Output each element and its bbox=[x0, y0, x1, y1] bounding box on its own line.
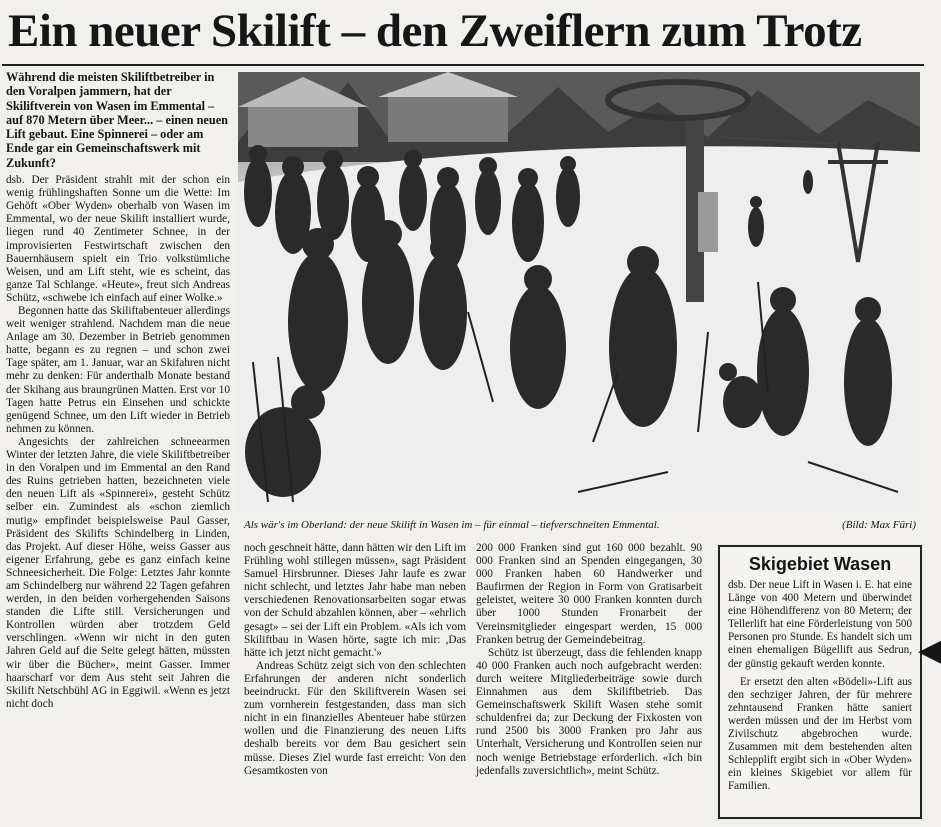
info-box-skigebiet bbox=[718, 545, 922, 819]
headline-rule bbox=[2, 64, 924, 66]
info-box-paragraph: Er ersetzt den alten «Bödeli»-Lift aus den sechziger Jahren, der für mehrere zehntausend Franken hätte saniert werden müssen und der im Herbst vom Zivilschutz abgebrochen wurde. Zusammen mit dem bestehenden alten Schlepplift ergibt sich in «Ober Wyden» ein kleines Skigebiet vor allem für Familien. bbox=[728, 675, 912, 793]
caption-text: Als wär's im Oberland: der neue Skilift in Wasen im – für einmal – tiefverschneiten Emmental. bbox=[244, 519, 660, 531]
info-box-title: Skigebiet Wasen bbox=[748, 554, 892, 574]
info-box-paragraph: dsb. Der neue Lift in Wasen i. E. hat eine Länge von 400 Metern und überwindet eine Höhendifferenz von 80 Metern; der Tellerlift hat eine Förderleistung von 500 Personen pro Stunde. Es handelt sich um einen ehemaligen Bügellift aus Sedrun, der günstig gekauft werden konnte. bbox=[728, 579, 912, 670]
photo-illustration bbox=[238, 72, 920, 512]
lead-paragraph: Während die meisten Skiliftbetreiber in den Voralpen jammern, hat der Skiliftverein von Wasen im Emmental – auf 870 Metern über Meer... – einen neuen Lift gebaut. Eine Spinnerei – oder am Ende gar ein Gemeinschaftswerk mit Zukunft? bbox=[6, 70, 228, 170]
pen-mark-arrow-icon: ◀ bbox=[918, 634, 941, 667]
body-paragraph: 200 000 Franken sind gut 160 000 bezahlt. 90 000 Franken sind an Spenden eingegangen, 30 000 Franken haben 60 Handwerker und Baufirmen der Region in Form von Gratisarbeit geleistet, weitere 30 000 Franken konnten durch über 1000 Stunden Fronarbeit der Vereinsmitglieder eingespart werden, 15 000 Franken betrug der Gemeindebeitrag. bbox=[476, 542, 702, 646]
column-2 bbox=[244, 542, 466, 822]
body-paragraph: Andreas Schütz zeigt sich von den schlechten Erfahrungen der anderen nicht sonderlich beeindruckt. Für den Skiliftverein Wasen sei zum vornherein festgestanden, dass man sich nicht in ein finanzielles Abenteuer habe stürzen wollen und die Finanzierung des neuen Lifts deshalb bereits vor dem Bau gesichert sein müsse. Dieses Ziel wurde fast erreicht: Von den Gesamtkosten von bbox=[244, 659, 466, 777]
body-paragraph: Angesichts der zahlreichen schneearmen Winter der letzten Jahre, die viele Skiliftbetreiber in den Voralpen und im Emmental an den Rand des Ruins getrieben hatten, bezeichneten viele den neuen Lift als «Spinnerei», gesteht Schütz selber ein. Zumindest als «schon ziemlich mutig» empfindet beispielsweise Paul Gasser, Präsident des Skilifts Schindelberg in Linden, das Projekt. Auf dieser Höhe, weiss Gasser aus eigener Erfahrung, gebe es ganz einfach keine Schneesicherheit. Die Folge: Letztes Jahr konnte am Schindelberg nur während 22 Tagen gefahren werden, in den beiden vorhergehenden Saisons standen die Lifte still. Versicherungen und Kontrollen würden aber trotzdem Geld verschlingen. «Wenn wir nicht in den guten Jahren Geld auf die Seite gelegt hätten, müssten wir über die Bücher», meint Gasser. Immer haarscharf vor dem Aus steht seit Jahren die Skilift Netschbühl AG in Eggiwil. «Wenn es jetzt nicht doch bbox=[6, 435, 230, 710]
info-box-text bbox=[720, 579, 920, 794]
body-paragraph: noch geschneit hätte, dann hätten wir den Lift im Frühling wohl stillegen müssen», sagt Präsident Samuel Hirsbrunner. Dieses Jahr laufe es zwar nicht schlecht, und letztes Jahr habe man neben verschiedenen Renovationsarbeiten sogar etwas von der Schuld abzahlen können, aber – «ehrlich gesagt» – sei der Lift ein Problem. «Als ich vom Skiliftbau in Wasen hörte, sagte ich mir: ,Das hätte ich jetzt nicht gemacht.'» bbox=[244, 542, 466, 659]
column-1 bbox=[6, 70, 230, 822]
photo-credit: (Bild: Max Füri) bbox=[842, 519, 916, 531]
body-paragraph: dsb. Der Präsident strahlt mit der schon ein wenig frühlingshaften Sonne um die Wette: Im Gehöft «Ober Wyden» oberhalb von Wasen im Emmental, wo der neue Skilift installiert wurde, liegen rund 40 Zentimeter Schnee, in der improvisierten Festwirtschaft zwischen den Bauernhäusern spielt ein Trio volkstümliche Weisen, und am Lift steht, wie es scheint, das ganze Tal Schlange. «Heute», freut sich Andreas Schütz, «schwebe ich einfach auf einer Wolke.» bbox=[6, 174, 230, 304]
body-paragraph: Schütz ist überzeugt, dass die fehlenden knapp 40 000 Franken auch noch aufgebracht werden: durch weitere Mitgliederbeiträge sowie durch Einnahmen aus dem Skiliftbetrieb. Das Gemeinschaftswerk Skilift Wasen stehe somit schuldenfrei da; zur Deckung der Fixkosten von rund 2500 bis 3000 Franken pro Jahr aus Unterhalt, Versicherung und Kontrollen seien nur noch wenige Betriebstage erforderlich. «Ich bin jedenfalls zuversichtlich», meint Schütz. bbox=[476, 646, 702, 777]
body-paragraph: Begonnen hatte das Skiliftabenteuer allerdings weit weniger strahlend. Nachdem man die neue Anlage am 30. Dezember in Betrieb genommen hatte, begann es zu regnen – und schon zwei Tage später, am 1. Januar, war an Skifahren nicht mehr zu denken: Für anderthalb Monate bestand der Skihang aus braungrünen Matten. Erst vor 10 Tagen hatte Petrus ein Einsehen und schickte genügend Schnee, um den Lift wieder in Betrieb nehmen zu können. bbox=[6, 305, 230, 435]
column-3 bbox=[476, 542, 702, 822]
ski-lift-photo bbox=[238, 72, 920, 512]
headline: Ein neuer Skilift – den Zweiflern zum Trotz bbox=[8, 5, 862, 57]
photo-caption bbox=[244, 517, 918, 533]
